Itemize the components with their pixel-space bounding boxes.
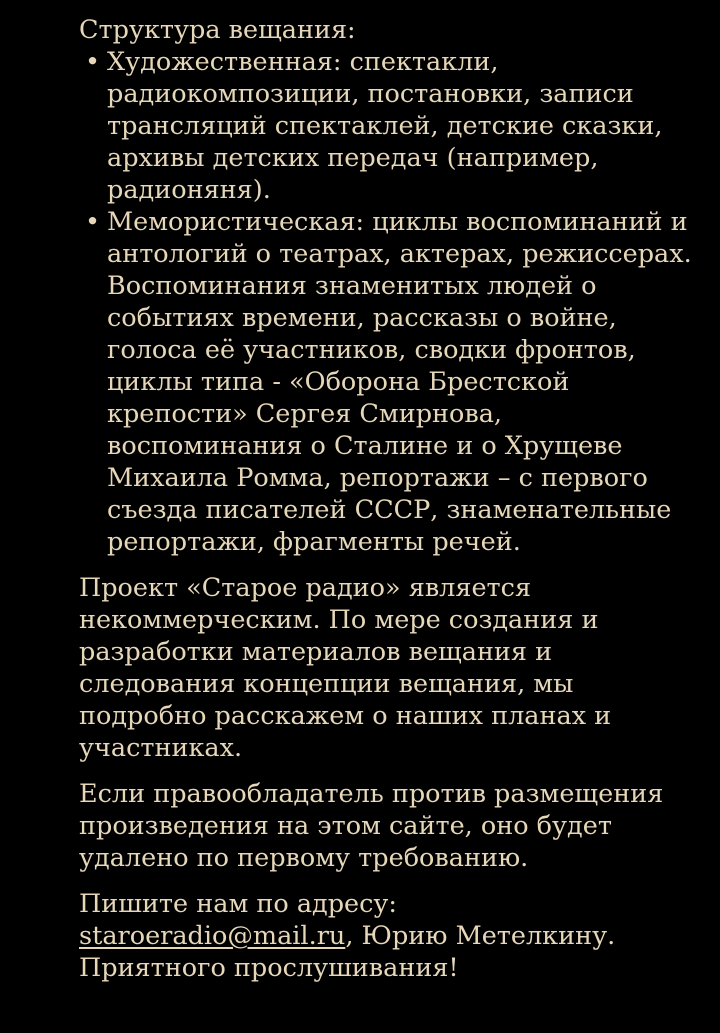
contact-intro: Пишите нам по адресу: bbox=[79, 889, 398, 919]
section-heading: Структура вещания: bbox=[79, 15, 356, 45]
broadcast-structure-list bbox=[79, 46, 699, 558]
list-item bbox=[79, 206, 699, 558]
list-item-text: Художественная: спектакли, радиокомпозиции, постановки, записи трансляций спектаклей, детские сказки, архивы детских передач (например, радионяня). bbox=[107, 47, 663, 205]
list-item-text: Мемористическая: циклы воспоминаний и антологий о театрах, актерах, режиссерах. Воспоминания знаменитых людей о событиях времени, рассказы о войне, голоса её участников, сводки фронтов, циклы типа - «Оборона Брестской крепости» Сергея Смирнова, воспоминания о Сталине и о Хрущеве Михаила Ромма, репортажи – с первого съезда писателей СССР, знаменательные репортажи, фрагменты речей. bbox=[107, 207, 692, 557]
closing-text: Приятного прослушивания! bbox=[79, 953, 459, 983]
bullet-icon: • bbox=[85, 47, 101, 77]
article-content bbox=[79, 14, 699, 984]
project-paragraph: Проект «Старое радио» является некоммерческим. По мере создания и разработки материалов вещания и следования концепции вещания, мы подробно расскажем о наших планах и участниках. bbox=[79, 573, 612, 763]
contact-recipient: , Юрию Метелкину. bbox=[345, 921, 616, 951]
contact-paragraph bbox=[79, 888, 699, 984]
email-link[interactable]: staroeradio@mail.ru bbox=[79, 921, 346, 951]
list-item bbox=[79, 46, 699, 206]
bullet-icon: • bbox=[85, 207, 101, 237]
rights-paragraph: Если правообладатель против размещения произведения на этом сайте, оно будет удалено по первому требованию. bbox=[79, 779, 664, 873]
